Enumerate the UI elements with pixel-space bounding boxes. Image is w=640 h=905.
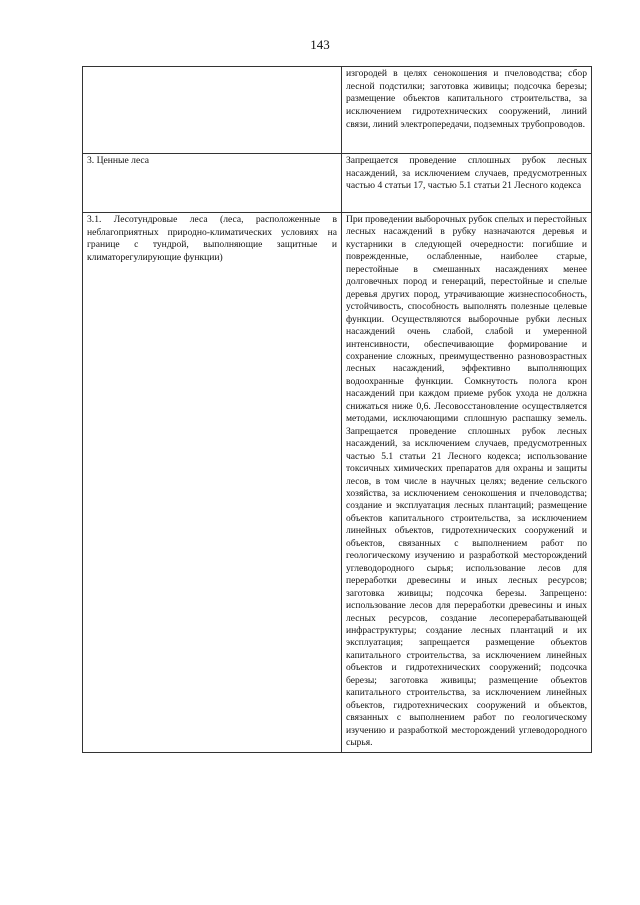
- table-row: [83, 154, 592, 213]
- table-row: [83, 213, 592, 753]
- regime-cell: Запрещается проведение сплошных рубок лесных насаждений, за исключением случаев, предусмотренных частью 4 статьи 17, частью 5.1 статьи 21 Лесного кодекса: [342, 154, 592, 213]
- forest-category-cell: 3.1. Лесотундровые леса (леса, расположенные в неблагоприятных природно-климатических условиях на границе с тундрой, выполняющие защитные и климаторегулирующие функции): [83, 213, 342, 753]
- page-number: 143: [310, 37, 330, 52]
- forest-category-cell: [83, 67, 342, 154]
- forest-category-cell: 3. Ценные леса: [83, 154, 342, 213]
- regime-cell: При проведении выборочных рубок спелых и перестойных лесных насаждений в рубку назначаются деревья и кустарники в следующей очередности: погибшие и поврежденные, ослабленные, наиболее старые, перестойные в смешанных насаждениях менее долговечных пород и генераций, перестойные и спелые деревья других пород, утрачивающие жизнеспособность, устойчивость, способность выполнять полезные целевые функции. Осуществляются выборочные рубки лесных насаждений очень слабой, слабой и умеренной интенсивности, обеспечивающие формирование и сохранение сложных, преимущественно разновозрастных лесных насаждений, эффективно выполняющих водоохранные функции. Сомкнутость полога крон насаждений при каждом приеме рубок ухода не должна снижаться ниже 0,6. Лесовосстановление осуществляется методами, исключающими сплошную распашку земель. Запрещается проведение сплошных рубок лесных насаждений, за исключением случаев, предусмотренных частью 5.1 статьи 21 Лесного кодекса; использование токсичных химических препаратов для охраны и защиты лесов, в том числе в научных целях; ведение сельского хозяйства, за исключением сенокошения и пчеловодства; создание и эксплуатация лесных плантаций; размещение объектов капитального строительства, за исключением линейных объектов, гидротехнических сооружений и объектов, связанных с выполнением работ по геологическому изучению и разработкой месторождений углеводородного сырья; использование лесов для переработки древесины и иных лесных ресурсов; заготовка живицы; подсочка березы. Запрещено: использование лесов для переработки древесины и иных лесных ресурсов, создание лесоперерабатывающей инфраструктуры; создание лесных плантаций и их эксплуатация; запрещается размещение объектов капитального строительства, за исключением линейных объектов и гидротехнических сооружений; подсочка березы; заготовка живицы; размещение объектов капитального строительства, за исключением линейных объектов, гидротехнических сооружений и объектов, связанных с выполнением работ по геологическому изучению и разработкой месторождений углеводородного сырья.: [342, 213, 592, 753]
- table-row: [83, 67, 592, 154]
- regulations-table: [82, 66, 592, 753]
- regime-cell: изгородей в целях сенокошения и пчеловодства; сбор лесной подстилки; заготовка живицы; подсочка березы; размещение объектов капитального строительства, за исключением гидротехнических сооружений, линий связи, линий электропередачи, подземных трубопроводов.: [342, 67, 592, 154]
